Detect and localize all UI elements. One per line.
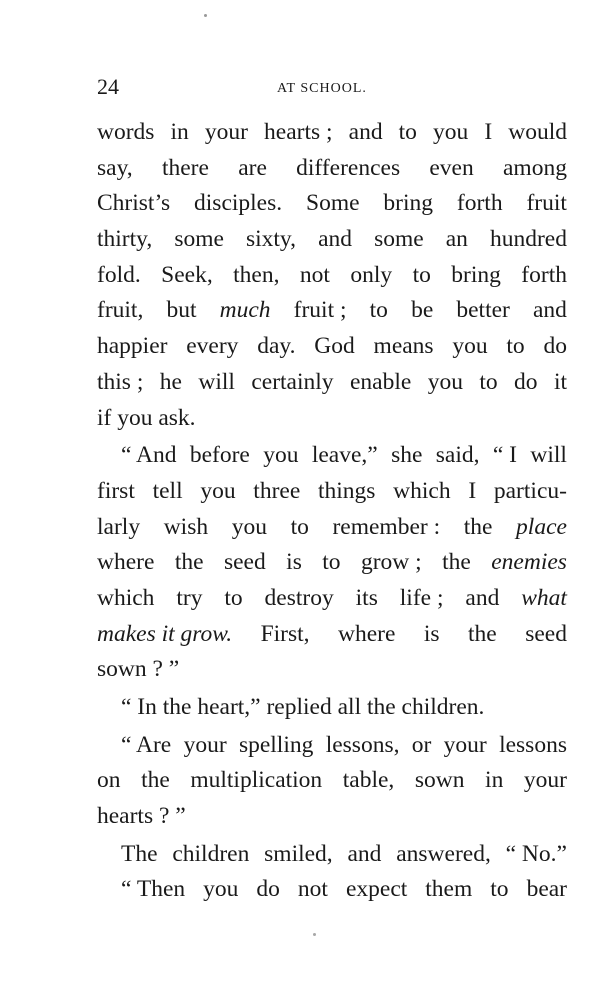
word: differences: [296, 154, 401, 181]
word: life ;: [399, 584, 444, 611]
word: hundred: [489, 226, 567, 253]
word: Christ’s: [97, 190, 171, 217]
word: forth: [521, 261, 567, 288]
word: she: [391, 442, 423, 469]
word: to: [490, 876, 509, 903]
word: in: [485, 767, 504, 794]
word: them: [425, 876, 473, 903]
text-line: [97, 401, 567, 437]
word: I: [484, 119, 493, 145]
word: “ And: [121, 442, 177, 469]
text-line: [97, 365, 567, 401]
word: things: [317, 477, 376, 504]
word: day.: [257, 333, 296, 360]
word: you: [452, 333, 488, 360]
page-header: [97, 74, 567, 104]
word: larly: [97, 513, 141, 540]
word: makes it grow.: [97, 620, 233, 647]
word: words: [97, 119, 155, 145]
text-line: [97, 151, 567, 187]
word: children: [172, 840, 250, 867]
word: thirty,: [97, 226, 153, 253]
word: what: [521, 584, 567, 611]
text-line: [97, 872, 567, 908]
word: will: [530, 442, 567, 469]
word: First,: [260, 620, 310, 647]
paper-speck: [313, 933, 316, 936]
word: this ;: [97, 368, 144, 395]
word: do: [256, 876, 280, 903]
word: some: [174, 226, 224, 253]
text-line: [97, 329, 567, 365]
word: its: [355, 584, 378, 611]
text-line: [97, 652, 567, 688]
word: you: [231, 513, 267, 540]
word: you: [203, 876, 239, 903]
word: said,: [435, 442, 480, 469]
word: “ I: [492, 442, 517, 469]
word: bring: [383, 190, 434, 217]
page-number: 24: [97, 74, 119, 99]
text-line: [97, 617, 567, 653]
word: multiplication: [190, 767, 323, 794]
line-text: hearts ? ”: [97, 803, 186, 830]
word: to: [398, 119, 417, 145]
word: your: [183, 731, 227, 758]
word: the: [174, 549, 204, 576]
line-text: “ In the heart,” replied all the children.: [121, 694, 485, 720]
word: which: [97, 584, 155, 611]
text-line: [97, 799, 567, 835]
word: before: [189, 442, 250, 469]
word: be: [411, 297, 434, 324]
word: to: [290, 513, 309, 540]
word: table,: [342, 767, 395, 794]
word: sixty,: [245, 226, 297, 253]
word: disciples.: [194, 190, 283, 217]
word: only: [350, 261, 393, 288]
word: place: [516, 513, 567, 540]
word: The: [121, 840, 158, 867]
word: say,: [97, 154, 133, 181]
word: destroy: [264, 584, 334, 611]
word: among: [503, 154, 567, 181]
word: you: [263, 442, 299, 469]
word: he: [159, 368, 182, 395]
word: seed: [525, 620, 567, 647]
word: lessons: [499, 731, 567, 758]
text-line: [97, 837, 567, 873]
text-line: [97, 690, 567, 726]
word: in: [170, 119, 189, 145]
word: do: [543, 333, 567, 360]
word: happier: [97, 333, 168, 360]
word: sown: [414, 767, 465, 794]
word: the: [468, 620, 497, 647]
word: “ No.”: [505, 840, 567, 867]
word: to: [322, 549, 341, 576]
word: fruit,: [97, 297, 144, 324]
word: remember :: [332, 513, 441, 540]
word: lessons,: [325, 731, 400, 758]
word: there: [161, 154, 209, 181]
word: do: [514, 368, 538, 395]
word: bear: [526, 876, 567, 903]
word: you: [433, 119, 469, 145]
text-line: [97, 581, 567, 617]
word: and: [465, 584, 500, 611]
word: the: [442, 549, 471, 576]
word: you: [427, 368, 463, 395]
word: Seek,: [161, 261, 213, 288]
word: will: [198, 368, 235, 395]
text-line: [97, 510, 567, 546]
word: particu-: [493, 477, 567, 504]
word: enemies: [491, 549, 567, 576]
word: your: [443, 731, 487, 758]
word: to: [506, 333, 525, 360]
word: leave,”: [311, 442, 378, 469]
word: then,: [233, 261, 280, 288]
word: God: [314, 333, 355, 360]
word: much: [219, 297, 271, 324]
word: not: [297, 876, 328, 903]
word: where: [97, 549, 155, 576]
text-line: [97, 474, 567, 510]
word: your: [523, 767, 567, 794]
body-text: [97, 115, 567, 908]
word: smiled,: [264, 840, 333, 867]
text-line: [97, 763, 567, 799]
word: are: [238, 154, 267, 181]
word: the: [141, 767, 170, 794]
word: first: [97, 477, 135, 504]
word: spelling: [238, 731, 314, 758]
text-line: [97, 115, 567, 151]
word: fruit: [526, 190, 567, 217]
word: or: [411, 731, 432, 758]
running-head: AT SCHOOL.: [277, 81, 367, 96]
paper-speck: [204, 14, 207, 17]
word: you: [200, 477, 236, 504]
word: hearts ;: [264, 119, 333, 145]
word: the: [463, 513, 493, 540]
word: and: [533, 297, 567, 324]
word: certainly: [251, 368, 334, 395]
word: where: [338, 620, 396, 647]
text-line: [97, 186, 567, 222]
word: and: [347, 840, 382, 867]
word: not: [299, 261, 330, 288]
word: to: [479, 368, 498, 395]
word: better: [456, 297, 510, 324]
word: seed: [223, 549, 266, 576]
word: expect: [345, 876, 408, 903]
text-line: [97, 293, 567, 329]
word: “ Are: [121, 731, 172, 758]
word: answered,: [396, 840, 491, 867]
line-text: if you ask.: [97, 404, 196, 431]
word: Some: [306, 190, 360, 217]
word: “ Then: [121, 876, 186, 903]
word: some: [374, 226, 424, 253]
word: three: [253, 477, 301, 504]
word: enable: [349, 368, 412, 395]
word: means: [373, 333, 434, 360]
word: to: [224, 584, 243, 611]
line-text: sown ? ”: [97, 656, 180, 683]
word: try: [176, 584, 203, 611]
word: on: [97, 767, 121, 794]
text-line: [97, 258, 567, 294]
word: fold.: [97, 261, 141, 288]
word: would: [508, 119, 567, 145]
word: but: [166, 297, 197, 324]
word: even: [429, 154, 474, 181]
word: and: [318, 226, 353, 253]
word: every: [186, 333, 239, 360]
word: I: [468, 477, 477, 504]
word: fruit ;: [293, 297, 347, 324]
word: an: [445, 226, 468, 253]
word: it: [553, 368, 567, 395]
word: forth: [456, 190, 503, 217]
word: which: [393, 477, 451, 504]
text-line: [97, 222, 567, 258]
word: is: [423, 620, 440, 647]
word: is: [286, 549, 302, 576]
word: grow ;: [360, 549, 422, 576]
word: your: [204, 119, 248, 145]
word: to: [412, 261, 431, 288]
word: and: [348, 119, 383, 145]
word: tell: [152, 477, 183, 504]
word: wish: [163, 513, 209, 540]
text-line: [97, 545, 567, 581]
text-line: [97, 438, 567, 474]
text-line: [97, 728, 567, 764]
word: bring: [451, 261, 501, 288]
word: to: [369, 297, 388, 324]
